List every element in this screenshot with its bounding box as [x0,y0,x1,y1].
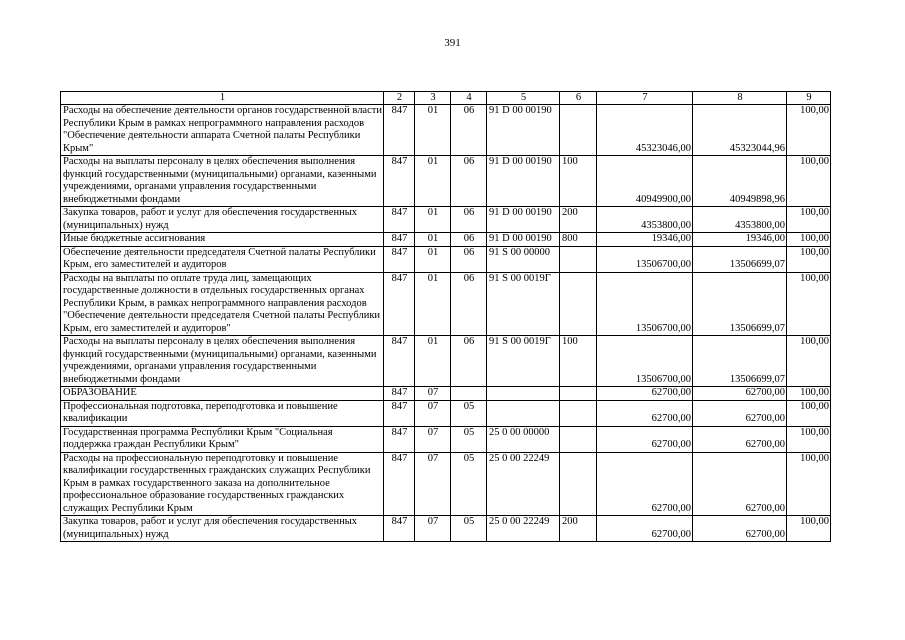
expense-name: Расходы на обеспечение деятельности органов государственной власти Республики Крым в рамках непрограммного направления расходов "Обеспечение деятельности аппарата Счетной палаты Республики Крым" [61,105,384,156]
actual-amount: 45323044,96 [693,105,787,156]
target-article-code: 25 0 00 00000 [487,426,560,452]
ministry-code: 847 [384,207,415,233]
section-code: 01 [415,336,451,387]
ministry-code: 847 [384,336,415,387]
actual-amount: 13506699,07 [693,246,787,272]
target-article-code: 25 0 00 22249 [487,452,560,516]
header-cell: 7 [597,92,693,105]
expense-type-code [560,246,597,272]
section-code: 01 [415,272,451,336]
planned-amount: 62700,00 [597,452,693,516]
header-cell: 3 [415,92,451,105]
target-article-code: 91 S 00 0019Г [487,272,560,336]
expense-name: Государственная программа Республики Крым "Социальная поддержка граждан Республики Крым" [61,426,384,452]
header-cell: 4 [451,92,487,105]
planned-amount: 13506700,00 [597,272,693,336]
table-row [61,207,831,233]
subsection-code: 05 [451,426,487,452]
ministry-code: 847 [384,105,415,156]
expense-type-code [560,426,597,452]
expense-type-code [560,400,597,426]
section-code: 07 [415,516,451,542]
table-header-row [61,92,831,105]
subsection-code: 06 [451,246,487,272]
expense-type-code [560,452,597,516]
table-row [61,426,831,452]
section-code: 07 [415,387,451,401]
actual-amount: 62700,00 [693,516,787,542]
subsection-code: 06 [451,105,487,156]
table-row [61,452,831,516]
table-row [61,233,831,247]
target-article-code: 91 D 00 00190 [487,156,560,207]
subsection-code: 06 [451,233,487,247]
section-code: 01 [415,233,451,247]
expense-type-code: 200 [560,207,597,233]
section-code: 01 [415,105,451,156]
section-code: 07 [415,426,451,452]
execution-percent: 100,00 [787,452,831,516]
planned-amount: 19346,00 [597,233,693,247]
expense-name: Профессиональная подготовка, переподготовка и повышение квалификации [61,400,384,426]
ministry-code: 847 [384,233,415,247]
expense-name: Иные бюджетные ассигнования [61,233,384,247]
header-cell: 1 [61,92,384,105]
planned-amount: 4353800,00 [597,207,693,233]
actual-amount: 62700,00 [693,387,787,401]
ministry-code: 847 [384,246,415,272]
subsection-code [451,387,487,401]
expense-type-code [560,272,597,336]
target-article-code [487,400,560,426]
execution-percent: 100,00 [787,105,831,156]
expense-name: ОБРАЗОВАНИЕ [61,387,384,401]
table-row [61,336,831,387]
target-article-code: 91 S 00 0019Г [487,336,560,387]
subsection-code: 06 [451,272,487,336]
table-row [61,272,831,336]
execution-percent: 100,00 [787,156,831,207]
header-cell: 9 [787,92,831,105]
ministry-code: 847 [384,272,415,336]
expense-type-code [560,105,597,156]
table-row [61,246,831,272]
ministry-code: 847 [384,156,415,207]
subsection-code: 05 [451,516,487,542]
actual-amount: 19346,00 [693,233,787,247]
execution-percent: 100,00 [787,387,831,401]
header-cell: 6 [560,92,597,105]
execution-percent: 100,00 [787,336,831,387]
budget-table [60,91,831,542]
planned-amount: 13506700,00 [597,336,693,387]
header-cell: 2 [384,92,415,105]
execution-percent: 100,00 [787,246,831,272]
ministry-code: 847 [384,387,415,401]
subsection-code: 05 [451,452,487,516]
ministry-code: 847 [384,400,415,426]
ministry-code: 847 [384,426,415,452]
expense-type-code: 100 [560,156,597,207]
planned-amount: 62700,00 [597,516,693,542]
section-code: 01 [415,207,451,233]
target-article-code: 91 D 00 00190 [487,233,560,247]
ministry-code: 847 [384,452,415,516]
planned-amount: 40949900,00 [597,156,693,207]
actual-amount: 13506699,07 [693,336,787,387]
subsection-code: 05 [451,400,487,426]
execution-percent: 100,00 [787,272,831,336]
expense-name: Расходы на выплаты персоналу в целях обеспечения выполнения функций государственными (муниципальными) органами, казенными учреждениями, органами управления государственными внебюджетными фондами [61,156,384,207]
page-number: 391 [444,37,461,49]
planned-amount: 45323046,00 [597,105,693,156]
execution-percent: 100,00 [787,400,831,426]
planned-amount: 62700,00 [597,387,693,401]
expense-name: Расходы на выплаты персоналу в целях обеспечения выполнения функций государственными (муниципальными) органами, казенными учреждениями, органами управления государственными внебюджетными фондами [61,336,384,387]
expense-name: Расходы на выплаты по оплате труда лиц, замещающих государственные должности в отдельных государственных органах Республики Крым, в рамках непрограммного направления расходов "Обеспечение деятельности председателя Счетной палаты Республики Крым, его заместителей и аудиторов" [61,272,384,336]
target-article-code [487,387,560,401]
target-article-code: 91 D 00 00190 [487,105,560,156]
planned-amount: 62700,00 [597,400,693,426]
expense-name: Закупка товаров, работ и услуг для обеспечения государственных (муниципальных) нужд [61,207,384,233]
table-row [61,516,831,542]
execution-percent: 100,00 [787,207,831,233]
expense-type-code: 200 [560,516,597,542]
execution-percent: 100,00 [787,233,831,247]
subsection-code: 06 [451,336,487,387]
actual-amount: 62700,00 [693,400,787,426]
table-row [61,156,831,207]
actual-amount: 62700,00 [693,452,787,516]
section-code: 01 [415,246,451,272]
section-code: 01 [415,156,451,207]
planned-amount: 13506700,00 [597,246,693,272]
planned-amount: 62700,00 [597,426,693,452]
execution-percent: 100,00 [787,426,831,452]
expense-type-code [560,387,597,401]
expense-type-code: 800 [560,233,597,247]
header-cell: 5 [487,92,560,105]
execution-percent: 100,00 [787,516,831,542]
table-row [61,387,831,401]
expense-name: Обеспечение деятельности председателя Счетной палаты Республики Крым, его заместителей и аудиторов [61,246,384,272]
target-article-code: 91 D 00 00190 [487,207,560,233]
table-row [61,105,831,156]
expense-type-code: 100 [560,336,597,387]
actual-amount: 40949898,96 [693,156,787,207]
target-article-code: 91 S 00 00000 [487,246,560,272]
section-code: 07 [415,452,451,516]
target-article-code: 25 0 00 22249 [487,516,560,542]
header-cell: 8 [693,92,787,105]
ministry-code: 847 [384,516,415,542]
actual-amount: 62700,00 [693,426,787,452]
actual-amount: 13506699,07 [693,272,787,336]
table-row [61,400,831,426]
actual-amount: 4353800,00 [693,207,787,233]
subsection-code: 06 [451,156,487,207]
expense-name: Закупка товаров, работ и услуг для обеспечения государственных (муниципальных) нужд [61,516,384,542]
section-code: 07 [415,400,451,426]
expense-name: Расходы на профессиональную переподготовку и повышение квалификации государственных гражданских служащих Республики Крым в рамках государственного заказа на дополнительное профессиональное образование государственных гражданских служащих Республики Крым [61,452,384,516]
subsection-code: 06 [451,207,487,233]
